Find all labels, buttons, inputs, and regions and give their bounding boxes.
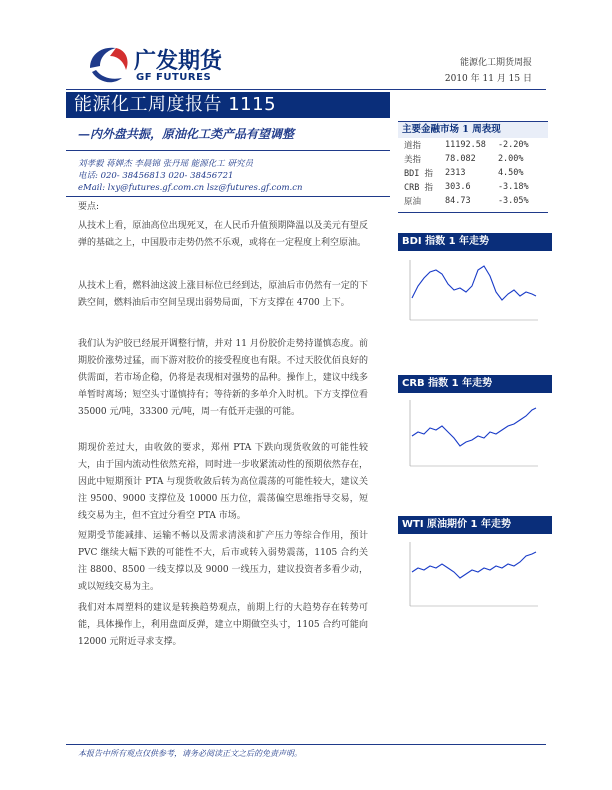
table-row — [398, 138, 535, 152]
row-change: 4.50% — [497, 168, 524, 178]
brand-name-en: GF FUTURES — [136, 72, 212, 83]
brand-name-cn: 广发期货 — [134, 49, 223, 74]
row-name: 美指 — [404, 155, 422, 165]
paragraph-pvc: 短期受节能减排、运输不畅以及需求清淡和扩产压力等综合作用，预计 PVC 继续大幅下跌的可能性不大，后市或转入弱势震荡，1105 合约关注 8800、8500 一线支撑以及 9000 一线压力，建议投资者多看少动，或以短线交易为主。 — [78, 531, 368, 592]
wti-chart — [398, 538, 548, 640]
market-table-title: 主要金融市场 1 周表现 — [398, 121, 548, 138]
bdi-chart-title: BDI 指数 1 年走势 — [398, 233, 552, 251]
wti-series-line — [412, 552, 536, 578]
bdi-series-line — [412, 266, 536, 300]
logo-mark-icon — [90, 48, 128, 83]
crb-series-line — [412, 408, 536, 446]
row-name: CRB 指 — [404, 183, 433, 193]
paragraph-fuel-oil: 从技术上看，燃料油这波上涨目标位已经到达，原油后市仍然有一定的下跌空间，燃料油后市空间呈现出弱势局面，下方支撑在 4700 上下。 — [78, 281, 368, 308]
subtitle-rule — [66, 150, 390, 151]
paragraph-plastics: 我们对本周塑料的建议是转换趋势观点，前期上行的大趋势存在转势可能，具体操作上，利用盘面反弹，建立中期做空头寸，1105 合约可能向 12000 元附近寻求支撑。 — [78, 603, 368, 647]
crb-chart — [398, 396, 548, 500]
row-value: 11192.58 — [444, 140, 486, 150]
page-subtitle: —内外盘共振，原油化工类产品有望调整 — [78, 127, 295, 141]
gf-futures-logo — [82, 40, 242, 90]
row-value: 84.73 — [444, 196, 471, 206]
row-value: 2313 — [444, 168, 466, 178]
row-value: 303.6 — [444, 182, 471, 192]
paragraph-rubber: 我们认为沪胶已经展开调整行情，并对 11 月份胶价走势持谨慎态度。前期胶价涨势过猛，而下游对胶价的接受程度也有限。不过天胶优佰良好的供需面，若市场企稳，仍将是表现相对强势的品种。操作上，建议中线多单暂时离场；短空头寸谨慎持有；等待新的多单介入时机。下方支撑位看 35000 元/吨，33300 元/吨，周一有低开走强的可能。 — [78, 339, 368, 417]
row-change: -3.05% — [497, 196, 529, 206]
table-rule — [398, 212, 548, 213]
row-name: BDI 指 — [404, 169, 433, 179]
author-block — [78, 158, 302, 194]
market-table — [398, 138, 535, 208]
row-name: 原油 — [404, 197, 422, 207]
bdi-chart — [398, 256, 548, 356]
row-change: -3.18% — [497, 182, 529, 192]
table-row — [398, 166, 535, 180]
report-type: 能源化工期货周报 — [459, 58, 532, 68]
wti-chart-title: WTI 原油期价 1 年走势 — [398, 516, 552, 534]
paragraph-crude: 从技术上看，原油高位出现死叉，在人民币升值预期降温以及美元有望反弹的基础之上，中国股市走势仍然不乐观，或将在一定程度上利空原油。 — [78, 221, 368, 248]
crb-chart-title: CRB 指数 1 年走势 — [398, 375, 552, 393]
footer-disclaimer: 本报告中所有观点仅供参考，请务必阅读正文之后的免责声明。 — [78, 749, 302, 758]
row-name: 道指 — [404, 141, 422, 151]
table-row — [398, 152, 535, 166]
report-date: 2010 年 11 月 15 日 — [444, 74, 532, 84]
author-email: eMail: lxy@futures.gf.com.cn lsz@futures.gf.com.cn — [78, 183, 303, 193]
footer-rule — [66, 744, 546, 745]
header-rule — [66, 89, 546, 90]
author-rule — [66, 196, 390, 197]
gist-label: 要点: — [78, 202, 100, 212]
row-value: 78.082 — [444, 154, 476, 164]
row-change: 2.00% — [497, 154, 524, 164]
author-phone: 电话: 020- 38456813 020- 38456721 — [78, 171, 234, 181]
table-row — [398, 194, 535, 208]
page-title: 能源化工周度报告 1115 — [74, 94, 277, 115]
paragraph-pta: 期现价差过大，由收敛的要求，郑州 PTA 下跌向现货收敛的可能性较大，由于国内流动性依然充裕，同时进一步收紧流动性的预期依然存在，因此中短期预计 PTA 与现货收敛后转为高位震荡的可能性较大，建议关注 9500、9000 支撑位及 10000 压力位，震荡偏空思维指导交易，短线交易为主，但不宜过分看空 PTA 市场。 — [78, 443, 368, 521]
row-change: -2.20% — [497, 140, 529, 150]
header-info — [445, 55, 532, 87]
table-row — [398, 180, 535, 194]
author-names: 刘孝毅 蒋婵杰 李晨锦 张丹瑶 能源化工 研究员 — [78, 159, 254, 169]
